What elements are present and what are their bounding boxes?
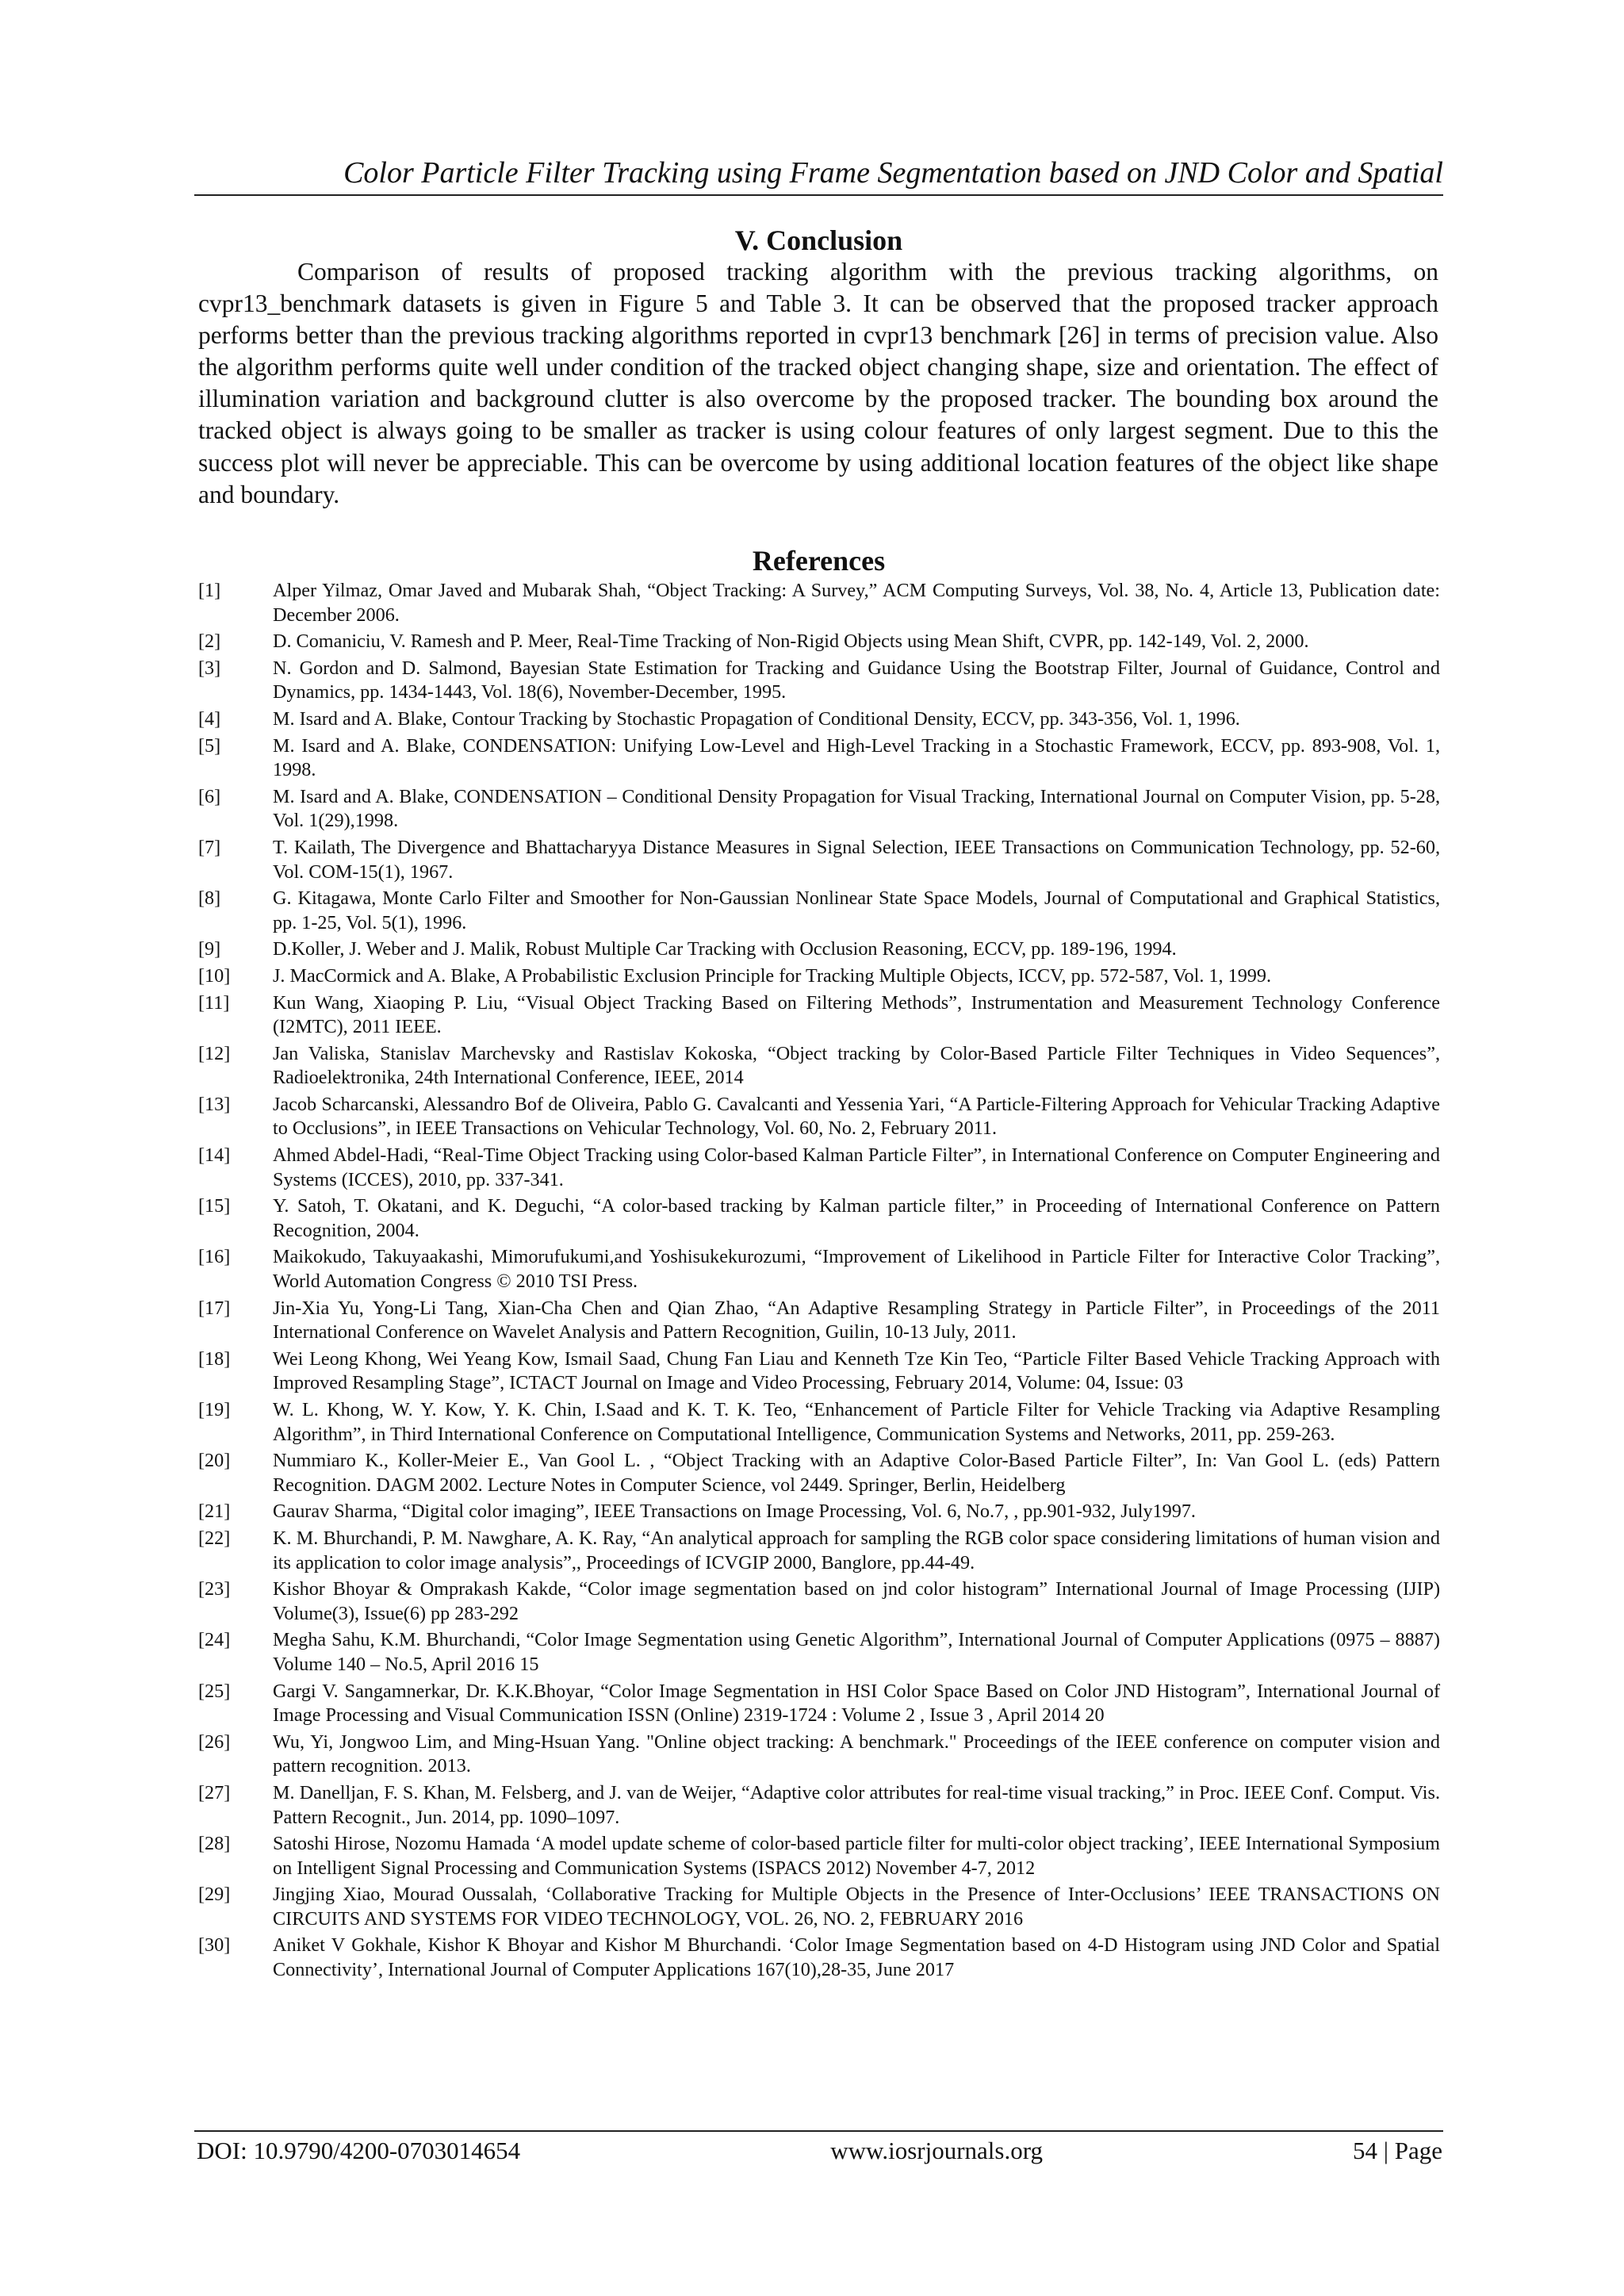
reference-item <box>198 1781 1440 1830</box>
reference-text: Gargi V. Sangamnerkar, Dr. K.K.Bhoyar, “Color Image Segmentation in HSI Color Space Based on Color JND Histogram”, International Journal of Image Processing and Visual Communication ISSN (Online) 2319-1724 : Volume 2 , Issue 3 , April 2014 20 <box>273 1680 1440 1727</box>
reference-number: [6] <box>198 785 221 807</box>
reference-number: [27] <box>198 1781 231 1803</box>
reference-text: Kun Wang, Xiaoping P. Liu, “Visual Object Tracking Based on Filtering Methods”, Instrumentation and Measurement Technology Conference (I2MTC), 2011 IEEE. <box>273 991 1440 1038</box>
reference-text: Aniket V Gokhale, Kishor K Bhoyar and Kishor M Bhurchandi. ‘Color Image Segmentation based on 4-D Histogram using JND Color and Spatial Connectivity’, International Journal of Computer Applications 167(10),28-35, June 2017 <box>273 1934 1440 1981</box>
reference-number: [30] <box>198 1934 231 1957</box>
reference-item <box>198 1194 1440 1243</box>
footer-website: www.iosrjournals.org <box>830 2137 1043 2164</box>
reference-number: [2] <box>198 631 221 653</box>
reference-number: [9] <box>198 938 221 960</box>
page-footer <box>197 2136 1442 2166</box>
reference-number: [13] <box>198 1093 231 1115</box>
reference-item <box>198 1297 1440 1345</box>
reference-item <box>198 1577 1440 1626</box>
reference-number: [22] <box>198 1527 231 1549</box>
reference-text: J. MacCormick and A. Blake, A Probabilistic Exclusion Principle for Tracking Multiple Objects, ICCV, pp. 572-587, Vol. 1, 1999. <box>273 964 1272 987</box>
reference-number: [19] <box>198 1399 231 1420</box>
reference-text: T. Kailath, The Divergence and Bhattacharyya Distance Measures in Signal Selection, IEEE Transactions on Communication Technology, pp. 52-60, Vol. COM-15(1), 1967. <box>273 836 1440 883</box>
reference-text: Kishor Bhoyar & Omprakash Kakde, “Color image segmentation based on jnd color histogram” International Journal of Image Processing (IJIP) Volume(3), Issue(6) pp 283-292 <box>273 1578 1440 1624</box>
references-heading: References <box>752 545 886 577</box>
reference-item <box>198 1245 1440 1294</box>
reference-number: [8] <box>198 887 221 910</box>
footer-divider <box>194 2130 1443 2132</box>
reference-text: Jin-Xia Yu, Yong-Li Tang, Xian-Cha Chen and Qian Zhao, “An Adaptive Resampling Strategy in Particle Filter”, in Proceedings of the 2011 International Conference on Wavelet Analysis and Pattern Recognition, Guilin, 10-13 July, 2011. <box>273 1297 1440 1343</box>
reference-item <box>198 1680 1440 1728</box>
reference-number: [7] <box>198 836 221 858</box>
reference-item <box>198 887 1440 935</box>
reference-item <box>198 630 1440 654</box>
reference-number: [14] <box>198 1144 231 1167</box>
reference-number: [11] <box>198 991 230 1014</box>
reference-text: Wei Leong Khong, Wei Yeang Kow, Ismail Saad, Chung Fan Liau and Kenneth Tze Kin Teo, “Particle Filter Based Vehicle Tracking Approach with Improved Resampling Stage”, ICTACT Journal on Image and Video Processing, February 2014, Volume: 04, Issue: 03 <box>273 1347 1440 1394</box>
reference-item <box>198 734 1440 783</box>
reference-item <box>198 1527 1440 1575</box>
reference-text: M. Isard and A. Blake, CONDENSATION: Unifying Low-Level and High-Level Tracking in a Stochastic Framework, ECCV, pp. 893-908, Vol. 1, 1998. <box>273 734 1440 781</box>
conclusion-paragraph: Comparison of results of proposed tracking algorithm with the previous tracking algorithms, on cvpr13_benchmark datasets is given in Figure 5 and Table 3. It can be observed that the proposed tracker approach performs better than the previous tracking algorithms reported in cvpr13 benchmark [26] in terms of precision value. Also the algorithm performs quite well under condition of the tracked object changing shape, size and orientation. The effect of illumination variation and background clutter is also overcome by the proposed tracker. The bounding box around the tracked object is always going to be smaller as tracker is using colour features of only largest segment. Due to this the success plot will never be appreciable. This can be overcome by using additional location features of the object like shape and boundary. <box>198 258 1438 508</box>
running-title: Color Particle Filter Tracking using Frame Segmentation based on JND Color and Spatial <box>343 156 1443 190</box>
reference-item <box>198 991 1440 1040</box>
reference-item <box>198 707 1440 732</box>
reference-number: [4] <box>198 707 221 730</box>
reference-item <box>198 964 1440 989</box>
reference-text: Wu, Yi, Jongwoo Lim, and Ming-Hsuan Yang. "Online object tracking: A benchmark." Proceedings of the IEEE conference on computer vision and pattern recognition. 2013. <box>273 1731 1440 1777</box>
reference-item <box>198 1934 1440 1982</box>
reference-list <box>198 579 1440 1985</box>
reference-number: [28] <box>198 1833 231 1855</box>
reference-text: Y. Satoh, T. Okatani, and K. Deguchi, “A color-based tracking by Kalman particle filter,” in Proceeding of International Conference on Pattern Recognition, 2004. <box>273 1195 1440 1241</box>
reference-item <box>198 1832 1440 1880</box>
reference-item <box>198 1628 1440 1677</box>
reference-text: Ahmed Abdel-Hadi, “Real-Time Object Tracking using Color-based Kalman Particle Filter”, in International Conference on Computer Engineering and Systems (ICCES), 2010, pp. 337-341. <box>273 1144 1440 1190</box>
reference-number: [29] <box>198 1884 231 1906</box>
reference-number: [23] <box>198 1578 231 1600</box>
reference-text: Maikokudo, Takuyaakashi, Mimorufukumi,and Yoshisukekurozumi, “Improvement of Likelihood in Particle Filter for Interactive Color Tracking”, World Automation Congress © 2010 TSI Press. <box>273 1246 1440 1293</box>
reference-text: M. Danelljan, F. S. Khan, M. Felsberg, and J. van de Weijer, “Adaptive color attributes for real-time visual tracking,” in Proc. IEEE Conf. Comput. Vis. Pattern Recognit., Jun. 2014, pp. 1090–1097. <box>273 1781 1440 1828</box>
reference-item <box>198 836 1440 884</box>
reference-item <box>198 785 1440 834</box>
reference-number: [25] <box>198 1680 231 1702</box>
reference-item <box>198 657 1440 705</box>
reference-number: [15] <box>198 1195 231 1217</box>
reference-text: M. Isard and A. Blake, Contour Tracking by Stochastic Propagation of Conditional Density, ECCV, pp. 343-356, Vol. 1, 1996. <box>273 707 1240 730</box>
reference-text: K. M. Bhurchandi, P. M. Nawghare, A. K. Ray, “An analytical approach for sampling the RGB color space considering limitations of human vision and its application to color image analysis”,, Proceedings of ICVGIP 2000, Banglore, pp.44-49. <box>273 1527 1440 1573</box>
reference-number: [17] <box>198 1297 231 1319</box>
reference-text: Megha Sahu, K.M. Bhurchandi, “Color Image Segmentation using Genetic Algorithm”, International Journal of Computer Applications (0975 – 8887) Volume 140 – No.5, April 2016 15 <box>273 1629 1440 1675</box>
reference-text: Jacob Scharcanski, Alessandro Bof de Oliveira, Pablo G. Cavalcanti and Yessenia Yari, “A Particle-Filtering Approach for Vehicular Tracking Adaptive to Occlusions”, in IEEE Transactions on Vehicular Technology, Vol. 60, No. 2, February 2011. <box>273 1093 1440 1140</box>
reference-text: Nummiaro K., Koller-Meier E., Van Gool L. , “Object Tracking with an Adaptive Color-Based Particle Filter”, In: Van Gool L. (eds) Pattern Recognition. DAGM 2002. Lecture Notes in Computer Science, vol 2449. Springer, Berlin, Heidelberg <box>273 1450 1440 1496</box>
reference-text: W. L. Khong, W. Y. Kow, Y. K. Chin, I.Saad and K. T. K. Teo, “Enhancement of Particle Filter for Vehicle Tracking via Adaptive Resampling Algorithm”, in Third International Conference on Computational Intelligence, Communication Systems and Networks, 2011, pp. 259-263. <box>273 1399 1440 1445</box>
reference-item <box>198 1347 1440 1396</box>
reference-item <box>198 579 1440 627</box>
reference-number: [16] <box>198 1246 231 1268</box>
reference-text: Satoshi Hirose, Nozomu Hamada ‘A model update scheme of color-based particle filter for multi-color object tracking’, IEEE International Symposium on Intelligent Signal Processing and Communication Systems (ISPACS 2012) November 4-7, 2012 <box>273 1833 1440 1879</box>
reference-item <box>198 937 1440 962</box>
reference-item <box>198 1500 1440 1524</box>
reference-number: [3] <box>198 657 221 679</box>
reference-text: D. Comaniciu, V. Ramesh and P. Meer, Real-Time Tracking of Non-Rigid Objects using Mean Shift, CVPR, pp. 142-149, Vol. 2, 2000. <box>273 631 1309 653</box>
reference-item <box>198 1042 1440 1091</box>
reference-text: G. Kitagawa, Monte Carlo Filter and Smoother for Non-Gaussian Nonlinear State Space Models, Journal of Computational and Graphical Statistics, pp. 1-25, Vol. 5(1), 1996. <box>273 887 1440 933</box>
reference-number: [5] <box>198 734 221 757</box>
reference-number: [1] <box>198 580 221 601</box>
reference-text: D.Koller, J. Weber and J. Malik, Robust Multiple Car Tracking with Occlusion Reasoning, ECCV, pp. 189-196, 1994. <box>273 938 1177 960</box>
reference-number: [26] <box>198 1731 231 1753</box>
reference-item <box>198 1731 1440 1779</box>
reference-text: Jan Valiska, Stanislav Marchevsky and Rastislav Kokoska, “Object tracking by Color-Based Particle Filter Techniques in Video Sequences”, Radioelektronika, 24th International Conference, IEEE, 2014 <box>273 1042 1440 1089</box>
reference-text: Jingjing Xiao, Mourad Oussalah, ‘Collaborative Tracking for Multiple Objects in the Presence of Inter-Occlusions’ IEEE TRANSACTIONS ON CIRCUITS AND SYSTEMS FOR VIDEO TECHNOLOGY, VOL. 26, NO. 2, FEBRUARY 2016 <box>273 1884 1440 1930</box>
reference-item <box>198 1398 1440 1447</box>
reference-text: M. Isard and A. Blake, CONDENSATION – Conditional Density Propagation for Visual Tracking, International Journal on Computer Vision, pp. 5-28, Vol. 1(29),1998. <box>273 785 1440 832</box>
footer-page-number: 54 | Page <box>1353 2137 1442 2164</box>
reference-item <box>198 1093 1440 1141</box>
reference-text: Alper Yilmaz, Omar Javed and Mubarak Shah, “Object Tracking: A Survey,” ACM Computing Surveys, Vol. 38, No. 4, Article 13, Publication date: December 2006. <box>273 580 1440 626</box>
reference-number: [20] <box>198 1450 231 1472</box>
reference-number: [18] <box>198 1347 231 1370</box>
reference-item <box>198 1449 1440 1497</box>
header-divider <box>194 194 1443 196</box>
reference-number: [21] <box>198 1501 231 1523</box>
conclusion-heading: V. Conclusion <box>734 224 903 256</box>
reference-number: [24] <box>198 1629 231 1651</box>
footer-doi: DOI: 10.9790/4200-0703014654 <box>197 2137 521 2164</box>
reference-text: Gaurav Sharma, “Digital color imaging”, IEEE Transactions on Image Processing, Vol. 6, No.7, , pp.901-932, July1997. <box>273 1501 1196 1523</box>
reference-number: [10] <box>198 964 231 987</box>
reference-number: [12] <box>198 1042 231 1064</box>
reference-item <box>198 1144 1440 1192</box>
reference-item <box>198 1883 1440 1931</box>
reference-text: N. Gordon and D. Salmond, Bayesian State Estimation for Tracking and Guidance Using the Bootstrap Filter, Journal of Guidance, Control and Dynamics, pp. 1434-1443, Vol. 18(6), November-December, 1995. <box>273 657 1440 703</box>
